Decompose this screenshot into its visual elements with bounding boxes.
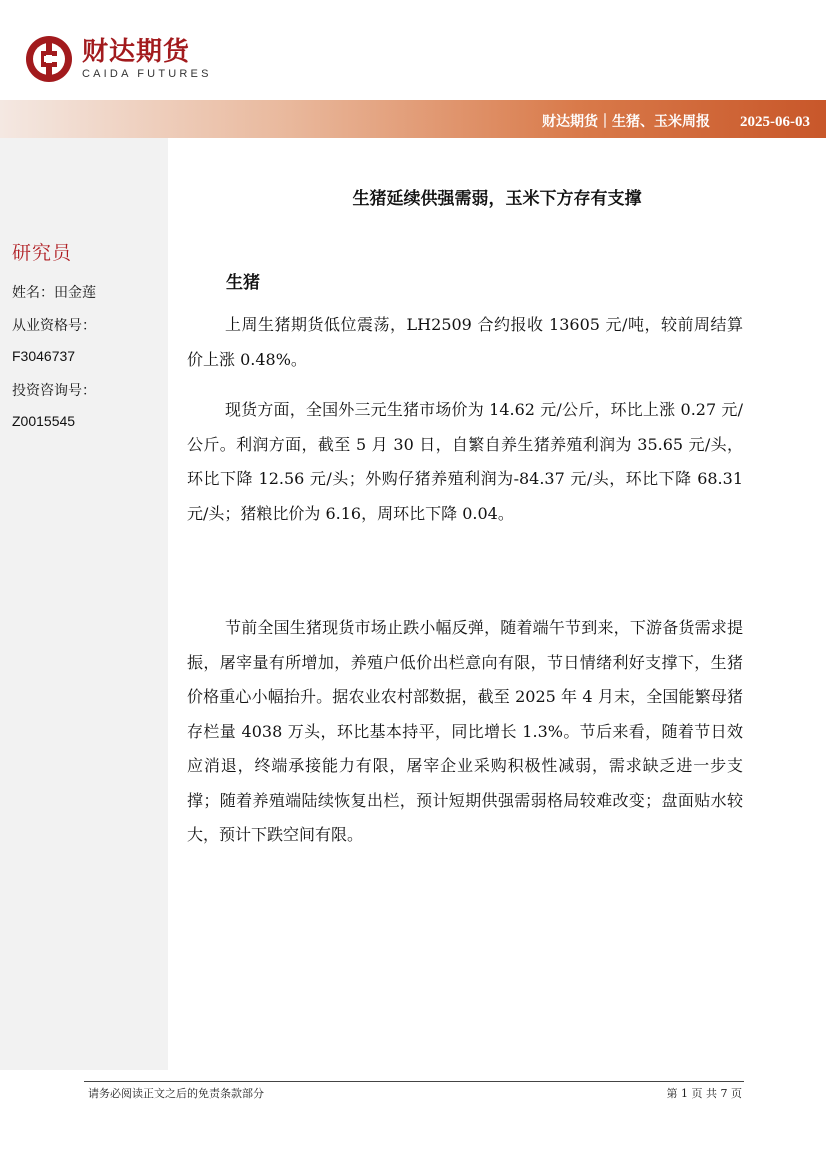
company-logo [24,34,212,84]
consulting-label: 投资咨询号： [12,383,96,399]
qualification-number: F3046737 [12,348,76,364]
footer-disclaimer: 请务必阅读正文之后的免责条款部分 [88,1087,264,1100]
section-heading: 生猪 [226,273,260,293]
article-title: 生猪延续供强需弱，玉米下方存有支撑 [352,189,642,209]
researcher-name: 姓名：田金莲 [12,285,96,301]
report-date: 2025-06-03 [740,114,810,130]
paragraph-outlook: 节前全国生猪现货市场止跌小幅反弹，随着端午节到来，下游备货需求提振，屠宰量有所增加，养殖户低价出栏意向有限，节日情绪利好支撑下，生猪价格重心小幅抬升。据农业农村部数据，截至 2025 年 4 月末，全国能繁母猪存栏量 4038 万头，环比基本持平，同比增长 1.3%。节后来看，随着节日效应消退，终端承接能力有限，屠宰企业采购积极性减弱，需求缺乏进一步支撑；随着养殖端陆续恢复出栏，预计短期供强需弱格局较难改变；盘面贴水较大，预计下跌空间有限。 [187,618,743,844]
qualification-label: 从业资格号： [12,318,96,334]
header-band [0,100,826,138]
researcher-sidebar [0,138,168,1070]
consulting-number: Z0015545 [12,413,76,429]
brand-name-en: CAIDA FUTURES [82,68,212,80]
paragraph-futures: 上周生猪期货低位震荡，LH2509 合约报收 13605 元/吨，较前周结算价上涨 0.48%。 [187,315,743,369]
brand-name-cn: 财达期货 [82,37,191,67]
footer-divider [84,1081,744,1082]
researcher-heading: 研究员 [12,242,73,264]
header-band-text [542,111,810,131]
paragraph-spot: 现货方面，全国外三元生猪市场价为 14.62 元/公斤，环比上涨 0.27 元/公斤。利润方面，截至 5 月 30 日，自繁自养生猪养殖利润为 35.65 元/头，环比下降 12.56 元/头；外购仔猪养殖利润为-84.37 元/头，环比下降 68.31 元/头；猪粮比价为 6.16，周环比下降 0.04。 [187,400,743,523]
page-number: 第 1 页 共 7 页 [666,1087,742,1100]
report-label: 财达期货｜生猪、玉米周报 [542,114,710,130]
caida-logo-icon [24,34,74,84]
